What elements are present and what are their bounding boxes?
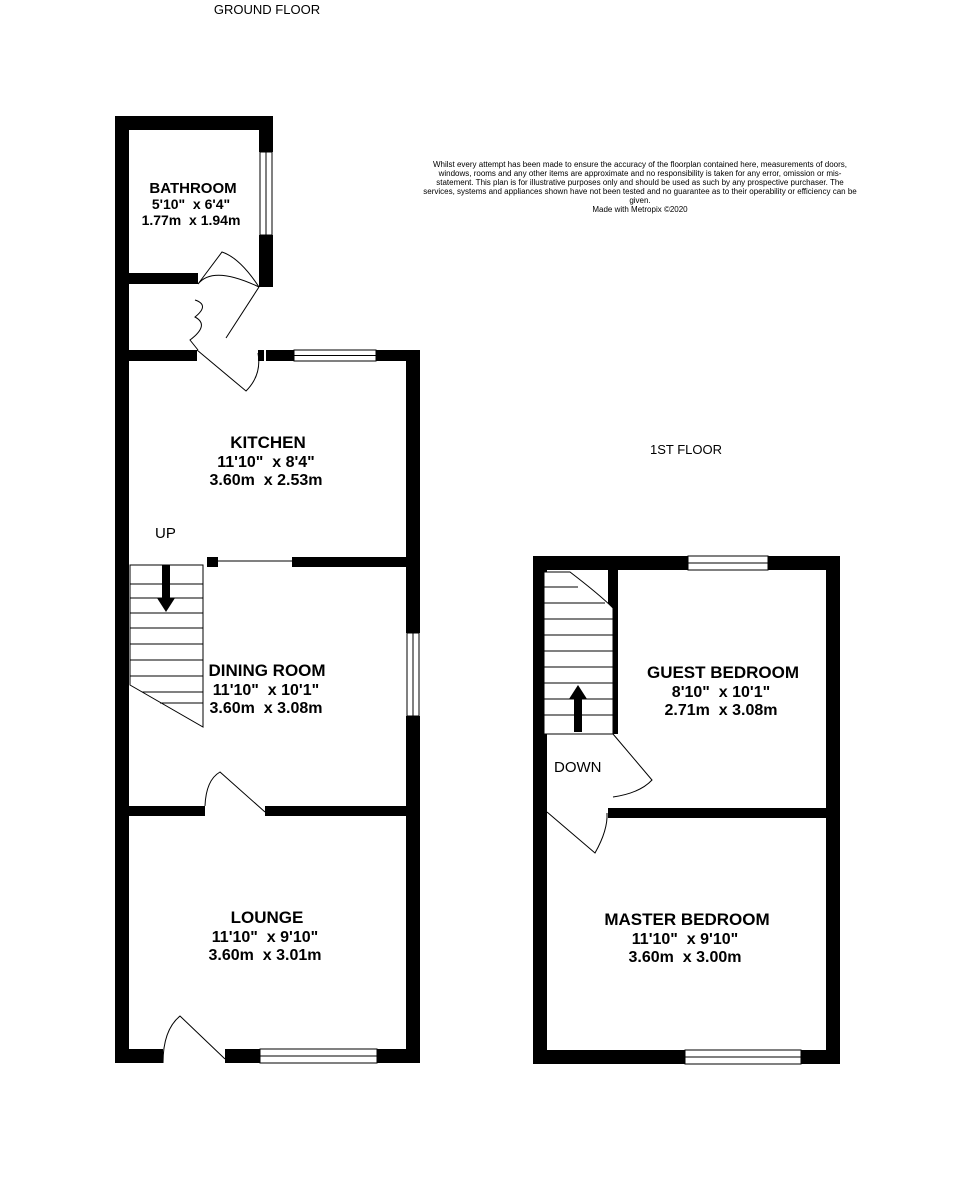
dining-room-metric: 3.60m x 3.08m [209,700,323,717]
dining-room-name: DINING ROOM [208,661,326,680]
first-floor-doors [547,734,652,853]
first-stairs [544,572,613,734]
up-arrow-icon [162,565,170,600]
kitchen-door [197,350,259,391]
lounge-name: LOUNGE [230,908,304,927]
bathroom-door [198,275,259,338]
lounge-metric: 3.60m x 3.01m [208,947,322,964]
first-floor-label: 1ST FLOOR [649,442,723,457]
master-bedroom-imperial: 11'10" x 9'10" [631,931,739,948]
front-door [163,1016,225,1063]
dining-lounge-door [205,772,265,812]
master-bedroom-door [547,812,607,853]
down-label: DOWN [554,759,602,776]
kitchen-name: KITCHEN [230,433,306,452]
disclaimer-text: Whilst every attempt has been made to ensure the accuracy of the floorplan contained here, measurements of doors, windows, rooms and any other items are approximate and no responsibility is taken for any error, omission or mis-statement. This plan is for illustrative purposes only and should be used as such by any prospective purchaser. The services, systems and appliances shown have not been tested and no guarantee as to their operability or efficiency can be given. [423,160,857,205]
master-bedroom-name: MASTER BEDROOM [604,910,770,929]
guest-bedroom-imperial: 8'10" x 10'1" [671,684,771,701]
kitchen-metric: 3.60m x 2.53m [209,472,323,489]
master-bedroom-metric: 3.60m x 3.00m [628,949,742,966]
bathroom-name: BATHROOM [149,180,237,197]
guest-bedroom-door [613,734,652,797]
guest-bedroom-name: GUEST BEDROOM [646,663,800,682]
guest-bedroom-metric: 2.71m x 3.08m [664,702,778,719]
dining-room-imperial: 11'10" x 10'1" [212,682,320,699]
disclaimer-credit: Made with Metropix ©2020 [592,205,688,214]
ground-stairs [130,565,203,727]
lounge-imperial: 11'10" x 9'10" [211,929,319,946]
bathroom-door-upper [198,252,259,287]
kitchen-imperial: 11'10" x 8'4" [217,454,315,471]
disclaimer [420,160,860,214]
down-arrow-icon [574,697,582,732]
lobby-door [190,300,203,350]
bathroom-metric: 1.77m x 1.94m [141,212,241,228]
ground-floor-label: GROUND FLOOR [213,2,321,17]
bathroom-imperial: 5'10" x 6'4" [151,196,231,212]
up-label: UP [155,525,176,542]
